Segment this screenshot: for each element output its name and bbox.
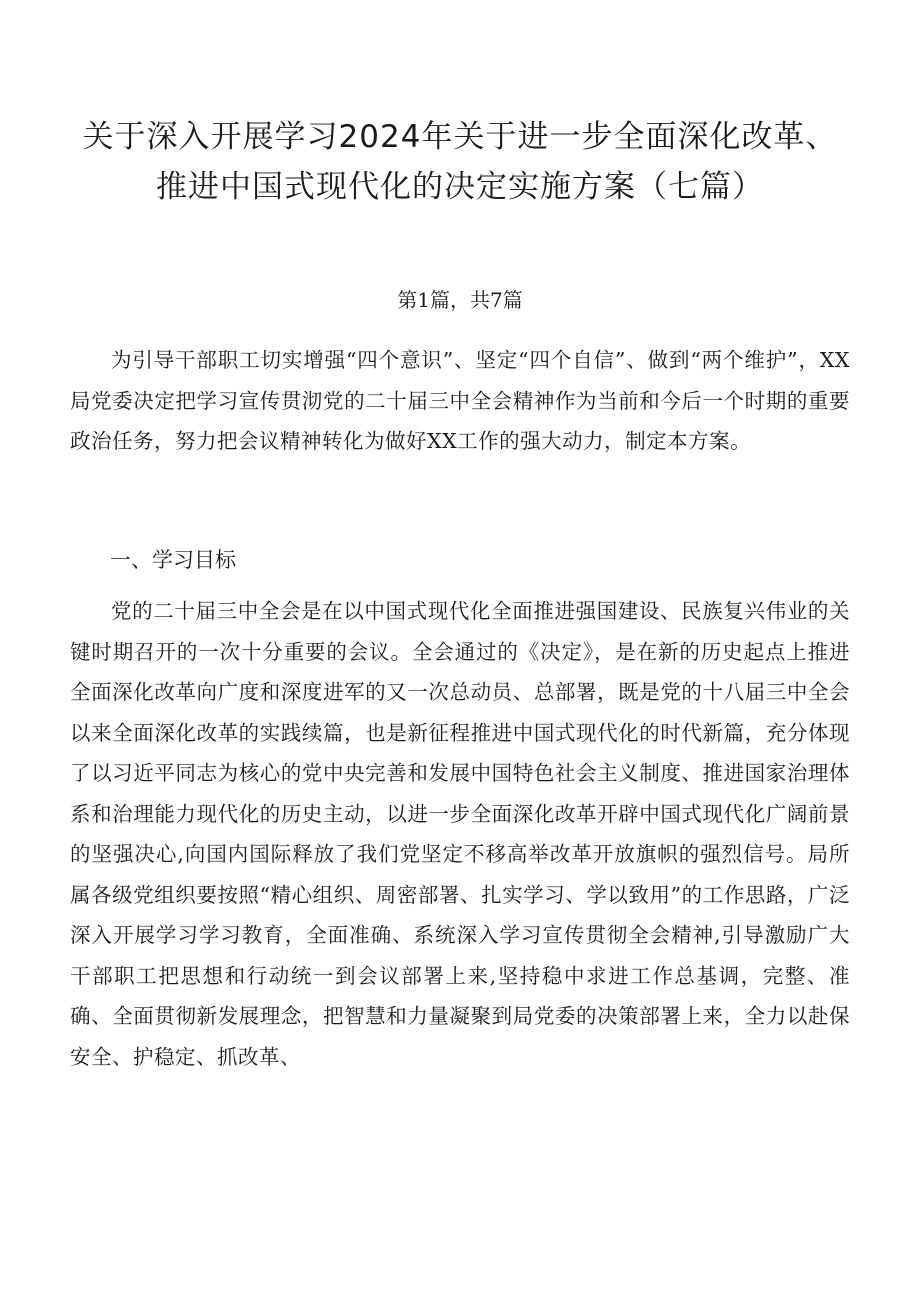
section-heading-learning-goals: 一、学习目标 [110, 548, 236, 572]
intro-paragraph: 为引导干部职工切实增强“四个意识”、坚定“四个自信”、做到“两个维护”，XX局党委决定把学习宣传贯沏党的二十届三中全会精神作为当前和今后一个时期的重要政治任务，努力把会议精神转化为做好XX工作的强大动力，制定本方案。 [70, 348, 850, 453]
part-label: 第1篇，共7篇 [397, 288, 523, 312]
section-paragraph: 党的二十届三中全会是在以中国式现代化全面推进强国建设、民族复兴伟业的关键时期召开的一次十分重要的会议。全会通过的《决定》，是在新的历史起点上推进全面深化改革向广度和深度进军的又一次总动员、总部署，既是党的十八届三中全会以来全面深化改革的实践续篇，也是新征程推进中国式现代化的时代新篇，充分体现了以习近平同志为核心的党中央完善和发展中国特色社会主义制度、推进国家治理体系和治理能力现代化的历史主动，以进一步全面深化改革开辟中国式现代化广阔前景的坚强决心,向国内国际释放了我们党坚定不移高举改革开放旗帜的强烈信号。局所属各级党组织要按照“精心组织、周密部署、扎实学习、学以致用”的工作思路，广泛深入开展学习学习教育，全面准确、系统深入学习宣传贯彻全会精神,引导激励广大干部职工把思想和行动统一到会议部署上来,坚持稳中求进工作总基调，完整、准确、全面贯彻新发展理念，把智慧和力量凝聚到局党委的决策部署上来，全力以赴保安全、护稳定、抓改革、 [70, 599, 850, 1069]
document-title: 关于深入开展学习2024年关于进一步全面深化改革、推进中国式现代化的决定实施方案（七篇） [82, 119, 838, 205]
